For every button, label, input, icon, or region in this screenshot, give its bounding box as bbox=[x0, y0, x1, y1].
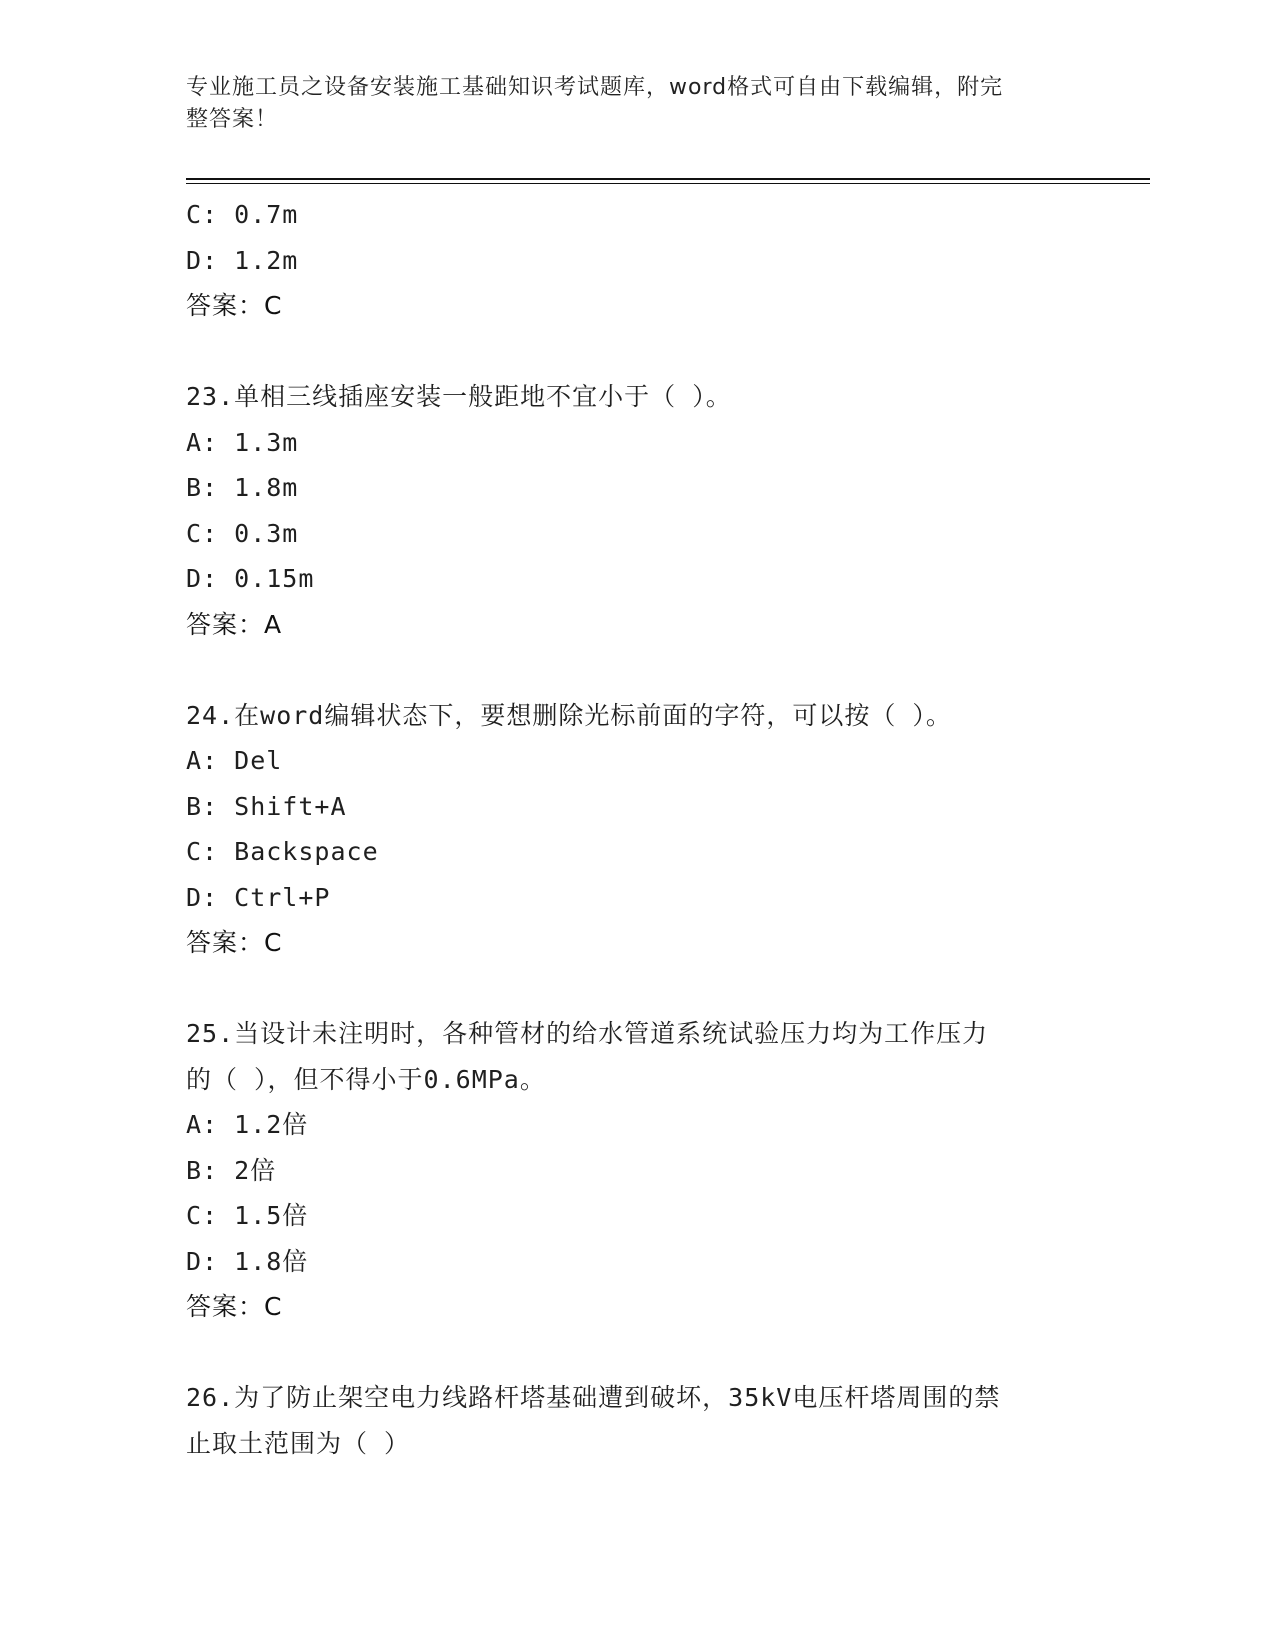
question-22-tail bbox=[186, 192, 1086, 329]
option-d: D: 0.15m bbox=[186, 564, 315, 593]
option-b: B: 2倍 bbox=[186, 1155, 277, 1185]
question-25 bbox=[186, 1011, 1086, 1330]
option-d: D: 1.2m bbox=[186, 245, 299, 275]
header-title-line-1: 专业施工员之设备安装施工基础知识考试题库，word格式可自由下载编辑，附完 bbox=[186, 75, 1004, 100]
question-26 bbox=[186, 1375, 1086, 1466]
option-c: C: 0.3m bbox=[186, 518, 299, 548]
question-text-line-2: 的（ ），但不得小于0.6MPa。 bbox=[186, 1064, 546, 1094]
option-a: A: Del bbox=[186, 746, 283, 775]
question-text: 24.在word编辑状态下，要想删除光标前面的字符，可以按（ ）。 bbox=[186, 700, 952, 730]
spacer bbox=[186, 966, 1086, 1012]
spacer bbox=[186, 1330, 1086, 1376]
question-text-line-2: 止取土范围为（ ） bbox=[186, 1428, 411, 1458]
option-c: C: Backspace bbox=[186, 837, 379, 866]
option-b: B: 1.8m bbox=[186, 473, 299, 502]
answer-line: 答案：C bbox=[186, 928, 283, 957]
option-a: A: 1.2倍 bbox=[186, 1110, 309, 1139]
option-c: C: 1.5倍 bbox=[186, 1201, 309, 1230]
answer-line: 答案：C bbox=[186, 1292, 283, 1321]
option-a: A: 1.3m bbox=[186, 427, 299, 457]
option-d: D: Ctrl+P bbox=[186, 882, 331, 912]
question-text-line-1: 26.为了防止架空电力线路杆塔基础遭到破坏，35kV电压杆塔周围的禁 bbox=[186, 1383, 1001, 1412]
option-c: C: 0.7m bbox=[186, 200, 299, 229]
answer-line: 答案：A bbox=[186, 609, 283, 639]
question-text: 23.单相三线插座安装一般距地不宜小于（ ）。 bbox=[186, 382, 732, 411]
spacer bbox=[186, 329, 1086, 375]
question-24 bbox=[186, 693, 1086, 966]
header-rule-thin bbox=[186, 183, 1150, 184]
question-list bbox=[186, 192, 1086, 1466]
header-title-line-2: 整答案！ bbox=[186, 107, 279, 132]
spacer bbox=[186, 647, 1086, 693]
question-text-line-1: 25.当设计未注明时，各种管材的给水管道系统试验压力均为工作压力 bbox=[186, 1019, 989, 1048]
document-header bbox=[186, 72, 1066, 136]
option-d: D: 1.8倍 bbox=[186, 1246, 309, 1276]
header-rule-thick bbox=[186, 178, 1150, 180]
question-23 bbox=[186, 374, 1086, 647]
option-b: B: Shift+A bbox=[186, 791, 347, 821]
answer-line: 答案：C bbox=[186, 291, 283, 320]
